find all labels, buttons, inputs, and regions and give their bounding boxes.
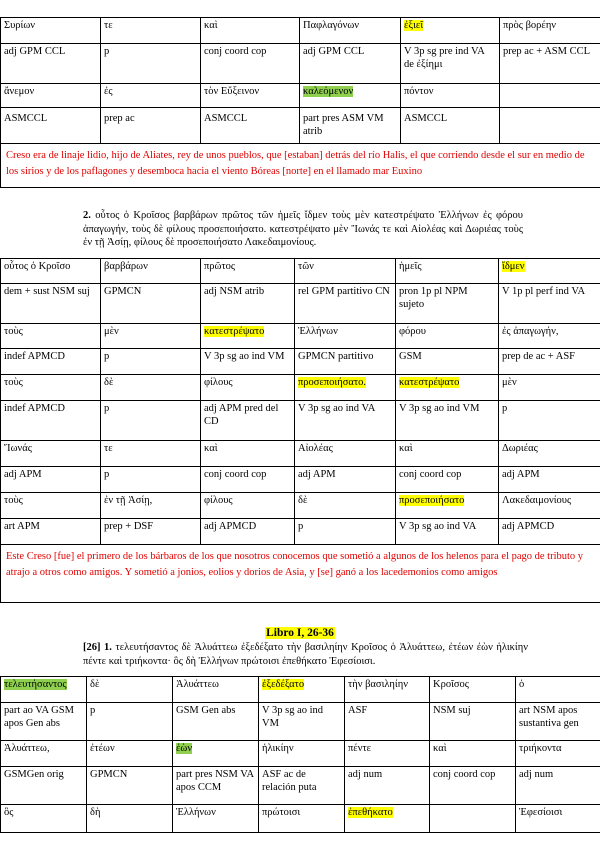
table-cell xyxy=(300,84,401,108)
table-cell: καὶ xyxy=(396,441,499,467)
table-cell xyxy=(499,259,600,284)
table-row xyxy=(1,44,600,84)
table-cell: p xyxy=(295,519,396,545)
table-row xyxy=(1,805,600,833)
table-cell: πρὸς βορέην xyxy=(500,18,600,44)
table-cell: ἐς xyxy=(101,84,201,108)
highlighted-verb: ἐπεθήκατο xyxy=(348,807,393,818)
table-cell: V 3p sg ao ind VA xyxy=(295,401,396,441)
table-cell: p xyxy=(101,401,201,441)
table-cell xyxy=(396,493,499,519)
table-cell: ASMCCL xyxy=(201,108,300,144)
paragraph-number: 2. xyxy=(83,210,91,221)
table-cell: part pres NSM VA apos CCM xyxy=(173,767,259,805)
table-cell: adj GPM CCL xyxy=(300,44,401,84)
table-cell: Αἰολέας xyxy=(295,441,396,467)
highlighted-verb: προσεποιήσατο. xyxy=(298,377,366,388)
table-row xyxy=(1,401,600,441)
table-cell: V 3p sg ao ind VM xyxy=(396,401,499,441)
table-cell: art APM xyxy=(1,519,101,545)
table-cell: GPMCN xyxy=(101,284,201,324)
table-cell xyxy=(396,375,499,401)
table-cell: conj coord cop xyxy=(201,44,300,84)
table-cell: dem + sust NSM suj xyxy=(1,284,101,324)
table-cell: adj APMCD xyxy=(201,519,295,545)
table-cell: conj coord cop xyxy=(396,467,499,493)
table-cell xyxy=(401,18,500,44)
table-cell: ἐν τῇ Ἀσίῃ, xyxy=(101,493,201,519)
table-cell: φίλους xyxy=(201,493,295,519)
table-row xyxy=(1,324,600,349)
table-cell: pron 1p pl NPM sujeto xyxy=(396,284,499,324)
table-cell xyxy=(345,805,430,833)
table-cell: δὴ xyxy=(87,805,173,833)
table-cell: τὴν βασιληίην xyxy=(345,677,430,703)
table-cell: τοὺς xyxy=(1,493,101,519)
table-cell xyxy=(295,375,396,401)
table-cell: part pres ASM VM atrib xyxy=(300,108,401,144)
table-cell: conj coord cop xyxy=(201,467,295,493)
table-cell: τε xyxy=(101,441,201,467)
table-cell: φίλους xyxy=(201,375,295,401)
table-cell: adj APMCD xyxy=(499,519,600,545)
table-cell: Λακεδαιμονίους xyxy=(499,493,600,519)
table-cell: adj APM xyxy=(499,467,600,493)
table-cell: καὶ xyxy=(201,18,300,44)
table-cell: ἐς ἀπαγωγήν, xyxy=(499,324,600,349)
table-row xyxy=(1,284,600,324)
table-cell: rel GPM partitivo CN xyxy=(295,284,396,324)
table-cell: ASMCCL xyxy=(1,108,101,144)
table-cell: ἐτέων xyxy=(87,741,173,767)
table-cell: Ἀλυάττεω xyxy=(173,677,259,703)
highlighted-verb: ἐξιεῖ xyxy=(404,20,424,31)
highlighted-participle: τελευτήσαντος xyxy=(4,679,67,690)
table-cell: p xyxy=(87,703,173,741)
table-row xyxy=(1,349,600,375)
table-cell: GPMCN xyxy=(87,767,173,805)
table-cell: βαρβάρων xyxy=(101,259,201,284)
table-row xyxy=(1,677,600,703)
section-heading: Libro I, 26-36 xyxy=(266,627,334,639)
highlighted-participle: ἐὼν xyxy=(176,743,193,754)
table-cell: part ao VA GSM apos Gen abs xyxy=(1,703,87,741)
table-row xyxy=(1,703,600,741)
table-cell: τριήκοντα xyxy=(516,741,600,767)
table-cell: ASF xyxy=(345,703,430,741)
table-cell: Συρίων xyxy=(1,18,101,44)
table-cell: prep ac + ASM CCL xyxy=(500,44,600,84)
table-cell: τοὺς xyxy=(1,375,101,401)
table-cell: V 3p sg ao ind VM xyxy=(201,349,295,375)
table-cell: τὸν Εὔξεινον xyxy=(201,84,300,108)
table-cell: πέντε xyxy=(345,741,430,767)
highlighted-verb: προσεποιήσατο xyxy=(399,495,465,506)
table-cell: prep ac xyxy=(101,108,201,144)
table-cell: adj APM xyxy=(295,467,396,493)
table-cell: conj coord cop xyxy=(430,767,516,805)
table-cell: ἡμεῖς xyxy=(396,259,499,284)
table-cell: οὗτος ὁ Κροῖσο xyxy=(1,259,101,284)
translation-text: Este Creso [fue] el primero de los bárbaros de los que nosotros conocemos que sometió a algunos de los helenos para el pago de tributo y atrajo a otros como amigos. Y sometió a jonios, eolios y dorios de Asia, y [se] ganó a los lacedemonios como amigos xyxy=(1,545,600,603)
table-cell: p xyxy=(499,401,600,441)
table-cell: τε xyxy=(101,18,201,44)
table-cell: δὲ xyxy=(101,375,201,401)
translation-text: Creso era de linaje lidio, hijo de Aliates, rey de unos pueblos, que [estaban] detrás del río Halis, el que corriendo desde el sur en medio de los sirios y de los paflagones y desemboca hacia el viento Bóreas [norte] en el llamado mar Euxino xyxy=(1,144,600,188)
table-row xyxy=(1,467,600,493)
highlighted-participle: καλεόμενον xyxy=(303,86,354,97)
highlighted-verb: ἴδμεν xyxy=(502,261,525,272)
table-cell xyxy=(259,677,345,703)
table-cell: adj num xyxy=(345,767,430,805)
table-cell: τῶν xyxy=(295,259,396,284)
table-cell: adj APM pred del CD xyxy=(201,401,295,441)
table-cell: GPMCN partitivo xyxy=(295,349,396,375)
table-row xyxy=(1,441,600,467)
table-cell: τοὺς xyxy=(1,324,101,349)
table-row xyxy=(1,108,600,144)
table-row xyxy=(1,741,600,767)
table-cell: GSMGen orig xyxy=(1,767,87,805)
table-cell: μὲν xyxy=(101,324,201,349)
table-cell: ἄνεμον xyxy=(1,84,101,108)
table-row xyxy=(1,545,600,603)
table-cell: prep + DSF xyxy=(101,519,201,545)
table-cell: πρῶτος xyxy=(201,259,295,284)
highlighted-verb: κατεστρέψατο xyxy=(204,326,265,337)
table-cell: V 3p sg pre ind VA de ἐξίημι xyxy=(401,44,500,84)
table-cell: φόρου xyxy=(396,324,499,349)
table-row xyxy=(1,259,600,284)
table-cell: πρώτοισι xyxy=(259,805,345,833)
table-cell: Ἴωνάς xyxy=(1,441,101,467)
paragraph-number: [26] 1. xyxy=(83,642,112,653)
table-cell: GSM xyxy=(396,349,499,375)
table-cell: p xyxy=(101,44,201,84)
table-cell xyxy=(201,324,295,349)
table-cell xyxy=(430,805,516,833)
table-cell: V 1p pl perf ind VA xyxy=(499,284,600,324)
table-cell: ἡλικίην xyxy=(259,741,345,767)
table-row xyxy=(1,767,600,805)
table-cell: V 3p sg ao ind VM xyxy=(259,703,345,741)
table-cell: πόντον xyxy=(401,84,500,108)
table-row xyxy=(1,144,600,188)
table-cell: Παφλαγόνων xyxy=(300,18,401,44)
table-cell: GSM Gen abs xyxy=(173,703,259,741)
table-row xyxy=(1,375,600,401)
table-cell: Ἑλλήνων xyxy=(173,805,259,833)
highlighted-verb: κατεστρέψατο xyxy=(399,377,460,388)
paragraph-text: οὗτος ὁ Κροῖσος βαρβάρων πρῶτος τῶν ἡμεῖς ἴδμεν τοὺς μὲν κατεστρέψατο Ἑλλήνων ἐς φόρου ἀπαγωγήν, τοὺς δὲ φίλους προσεποιήσατο. κατεστρέψατο μὲν Ἴωνάς τε καὶ Αἰολέας καὶ Δωριέας τοὺς ἐν τῇ Ἀσίῃ, φίλους δὲ προσεποιήσατο Λακεδαιμονίους. xyxy=(83,210,523,249)
table-cell: adj GPM CCL xyxy=(1,44,101,84)
table-row xyxy=(1,493,600,519)
gloss-table-2 xyxy=(0,258,600,603)
table-cell xyxy=(500,84,600,108)
table-cell: καὶ xyxy=(430,741,516,767)
paragraph-text: τελευτήσαντος δὲ Ἀλυάττεω ἐξεδέξατο τὴν βασιληίην Κροῖσος ὁ Ἀλυάττεω, ἐτέων ἐὼν ἡλικίην πέντε καὶ τριήκοντα· ὃς δὴ Ἑλλήνων πρώτοισι ἐπεθήκατο Ἐφεσίοισι. xyxy=(83,642,528,667)
table-cell: adj NSM atrib xyxy=(201,284,295,324)
table-cell xyxy=(500,108,600,144)
table-cell: Κροῖσος xyxy=(430,677,516,703)
table-cell: Ἀλυάττεω, xyxy=(1,741,87,767)
table-row xyxy=(1,18,600,44)
table-cell: p xyxy=(101,467,201,493)
table-cell: δὲ xyxy=(295,493,396,519)
table-cell: καὶ xyxy=(201,441,295,467)
greek-paragraph-26 xyxy=(83,641,528,668)
table-cell xyxy=(173,741,259,767)
gloss-table-3 xyxy=(0,676,600,833)
table-cell: Ἑλλήνων xyxy=(295,324,396,349)
table-cell: NSM suj xyxy=(430,703,516,741)
table-cell: adj APM xyxy=(1,467,101,493)
table-cell: p xyxy=(101,349,201,375)
table-cell: μὲν xyxy=(499,375,600,401)
table-cell: ASMCCL xyxy=(401,108,500,144)
gloss-table-1 xyxy=(0,17,600,188)
table-cell: δὲ xyxy=(87,677,173,703)
table-cell: art NSM apos sustantiva gen xyxy=(516,703,600,741)
table-row xyxy=(1,84,600,108)
table-cell xyxy=(1,677,87,703)
highlighted-verb: ἐξεδέξατο xyxy=(262,679,305,690)
table-cell: Δωριέας xyxy=(499,441,600,467)
table-cell: ὁ xyxy=(516,677,600,703)
table-cell: indef APMCD xyxy=(1,401,101,441)
table-cell: V 3p sg ao ind VA xyxy=(396,519,499,545)
table-cell: Ἐφεσίοισι xyxy=(516,805,600,833)
table-row xyxy=(1,519,600,545)
table-cell: adj num xyxy=(516,767,600,805)
greek-paragraph-2 xyxy=(83,209,523,250)
table-cell: prep de ac + ASF xyxy=(499,349,600,375)
table-cell: indef APMCD xyxy=(1,349,101,375)
table-cell: ASF ac de relación puta xyxy=(259,767,345,805)
table-cell: ὃς xyxy=(1,805,87,833)
